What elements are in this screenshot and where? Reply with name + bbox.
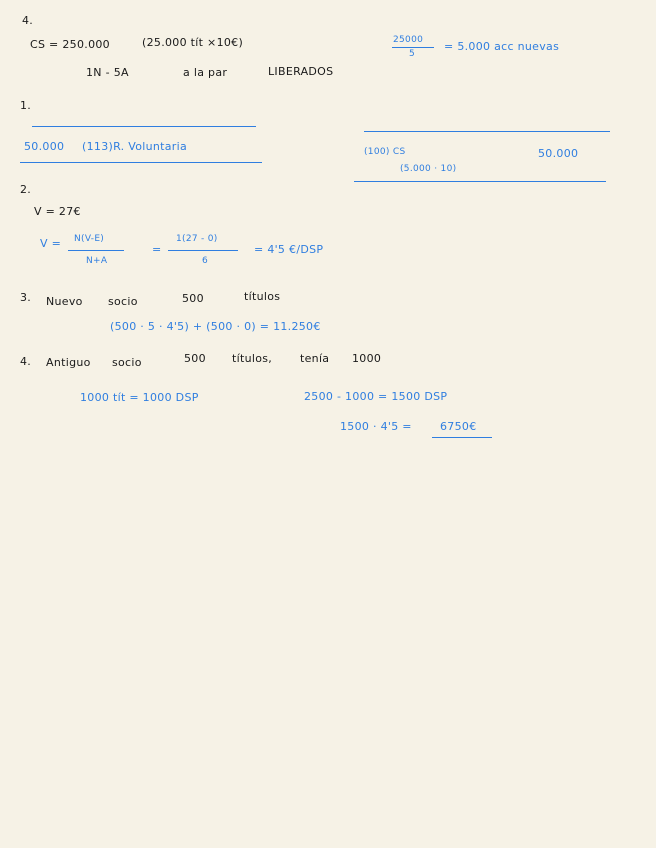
nuevo-socio-calculation: (500 · 5 · 4'5) + (500 · 0) = 11.250€ xyxy=(110,320,321,333)
ledger-top-rule-left xyxy=(32,126,256,127)
ledger-bottom-rule-right xyxy=(354,181,606,182)
cost-result: 6750€ xyxy=(440,420,477,433)
substitution-fraction-bar xyxy=(168,250,238,251)
quantity-500: 500 xyxy=(182,292,204,305)
substitution-denominator: 6 xyxy=(202,256,209,266)
formula-result: = 4'5 €/DSP xyxy=(254,243,324,256)
fraction-denominator: 5 xyxy=(409,49,416,59)
section-heading-4: 4. xyxy=(22,14,34,27)
dsp-difference-calc: 2500 - 1000 = 1500 DSP xyxy=(304,390,448,403)
v-value-line: V = 27€ xyxy=(34,205,81,218)
ledger-right-sub: (5.000 · 10) xyxy=(400,164,457,174)
cost-result-underline xyxy=(432,437,492,438)
cost-calc: 1500 · 4'5 = xyxy=(340,420,412,433)
ledger-right-account: (100) CS xyxy=(364,147,406,157)
formula-denominator: N+A xyxy=(86,256,108,266)
titulos-text-2: títulos, xyxy=(232,352,273,365)
titulos-dsp-calc: 1000 tít = 1000 DSP xyxy=(80,391,199,404)
section-heading-1: 1. xyxy=(20,99,32,112)
antiguo-text: Antiguo xyxy=(46,356,91,369)
ledger-right-amount: 50.000 xyxy=(538,147,579,160)
cs-line: CS = 250.000 xyxy=(30,38,110,51)
substitution-numerator: 1(27 - 0) xyxy=(176,234,218,244)
section-heading-3: 3. xyxy=(20,291,32,304)
formula-lhs: V = xyxy=(40,237,62,250)
formula-numerator: N(V-E) xyxy=(74,234,105,244)
liberados-text: LIBERADOS xyxy=(268,65,334,78)
fraction-bar xyxy=(392,47,434,48)
tenia-text: tenía xyxy=(300,352,330,365)
formula-equals: = xyxy=(152,243,162,256)
ledger-left-amount: 50.000 xyxy=(24,140,65,153)
par-text: a la par xyxy=(183,66,228,79)
titulos-text: títulos xyxy=(244,290,281,303)
fraction-numerator: 25000 xyxy=(393,35,424,45)
ratio-line: 1N - 5A xyxy=(86,66,129,79)
socio-text-2: socio xyxy=(112,356,142,369)
ledger-top-rule-right xyxy=(364,131,610,132)
quantity-1000: 1000 xyxy=(352,352,382,365)
fraction-result: = 5.000 acc nuevas xyxy=(444,40,560,53)
ledger-bottom-rule-left xyxy=(20,162,262,163)
socio-text: socio xyxy=(108,295,138,308)
ledger-left-account: (113)R. Voluntaria xyxy=(82,140,187,153)
section-heading-4b: 4. xyxy=(20,355,32,368)
quantity-500-2: 500 xyxy=(184,352,206,365)
nuevo-text: Nuevo xyxy=(46,295,83,308)
titulos-line: (25.000 tít ×10€) xyxy=(142,36,244,49)
formula-fraction-bar xyxy=(68,250,124,251)
section-heading-2: 2. xyxy=(20,183,32,196)
